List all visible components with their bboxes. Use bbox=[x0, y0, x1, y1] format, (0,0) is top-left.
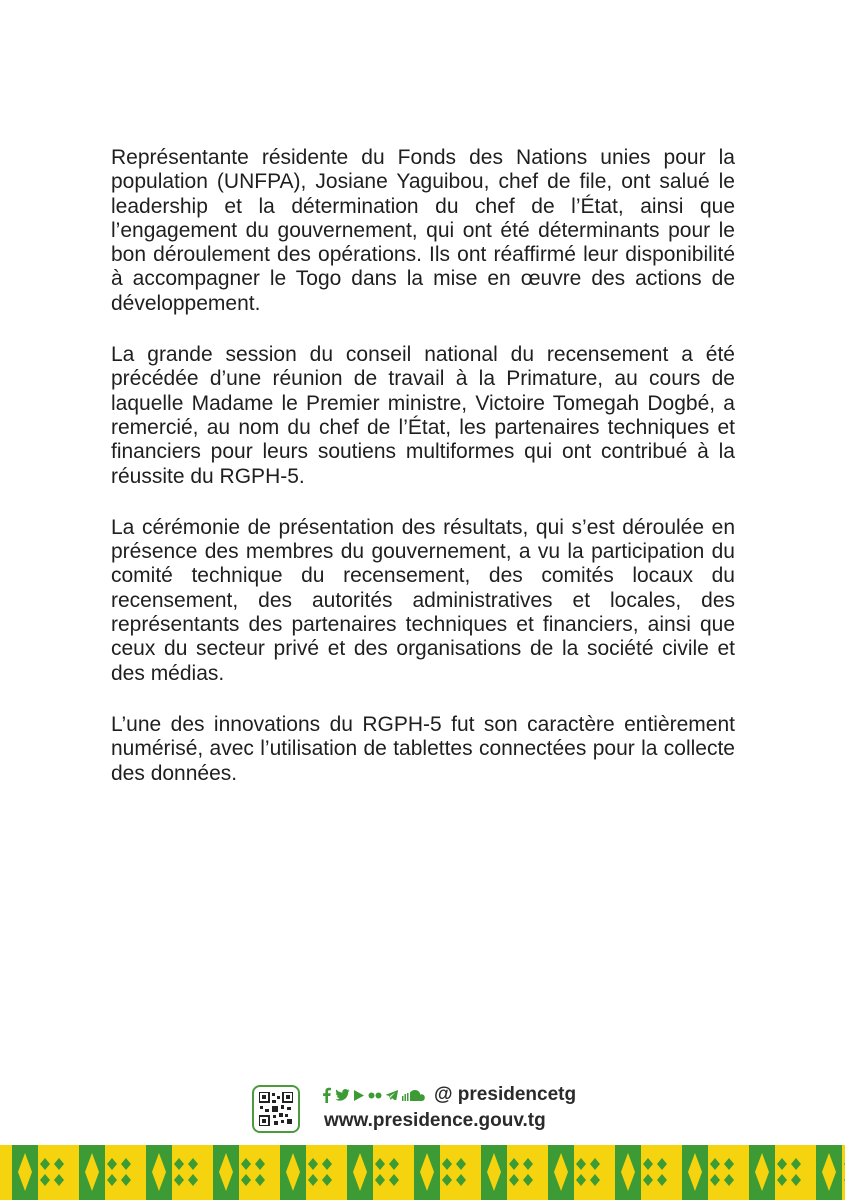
social-icons bbox=[322, 1087, 426, 1103]
website-link[interactable]: www.presidence.gouv.tg bbox=[324, 1110, 546, 1131]
facebook-icon[interactable] bbox=[322, 1087, 331, 1103]
qr-code-icon[interactable] bbox=[252, 1085, 300, 1133]
telegram-icon[interactable] bbox=[386, 1090, 398, 1100]
decorative-pattern-band bbox=[0, 1145, 845, 1200]
twitter-icon[interactable] bbox=[335, 1089, 350, 1101]
paragraph: La cérémonie de présentation des résultats, qui s’est déroulée en présence des membres du gouvernement, a vu la participation du comité technique du recensement, des comités locaux du recensement, des autorités administratives et locales, des représentants des partenaires techniques et financiers, ainsi que ceux du secteur privé et des organisations de la société civile et des médias. bbox=[111, 515, 735, 685]
paragraph: L’une des innovations du RGPH-5 fut son caractère entièrement numérisé, avec l’utilisation de tablettes connectées pour la collecte des données. bbox=[111, 712, 735, 785]
paragraph: La grande session du conseil national du recensement a été précédée d’une réunion de travail à la Primature, au cours de laquelle Madame le Premier ministre, Victoire Tomegah Dogbé, a remercié, au nom du chef de l’État, les partenaires techniques et financiers pour leurs soutiens multiformes qui ont contribué à la réussite du RGPH-5. bbox=[111, 343, 735, 488]
social-handle[interactable]: @ presidencetg bbox=[434, 1084, 577, 1105]
youtube-icon[interactable] bbox=[354, 1090, 364, 1101]
footer bbox=[252, 1083, 612, 1135]
paragraph: Représentante résidente du Fonds des Nations unies pour la population (UNFPA), Josiane Yaguibou, chef de file, ont salué le leadership et la détermination du chef de l’État, ainsi que l’engagement du gouvernement, qui ont été déterminants pour le bon déroulement des opérations. Ils ont réaffirmé leur disponibilité à accompagner le Togo dans la mise en œuvre des actions de développement. bbox=[111, 146, 735, 315]
soundcloud-icon[interactable] bbox=[402, 1090, 426, 1101]
article-body bbox=[111, 146, 735, 813]
social-row bbox=[322, 1083, 576, 1107]
flickr-icon[interactable] bbox=[368, 1092, 382, 1099]
